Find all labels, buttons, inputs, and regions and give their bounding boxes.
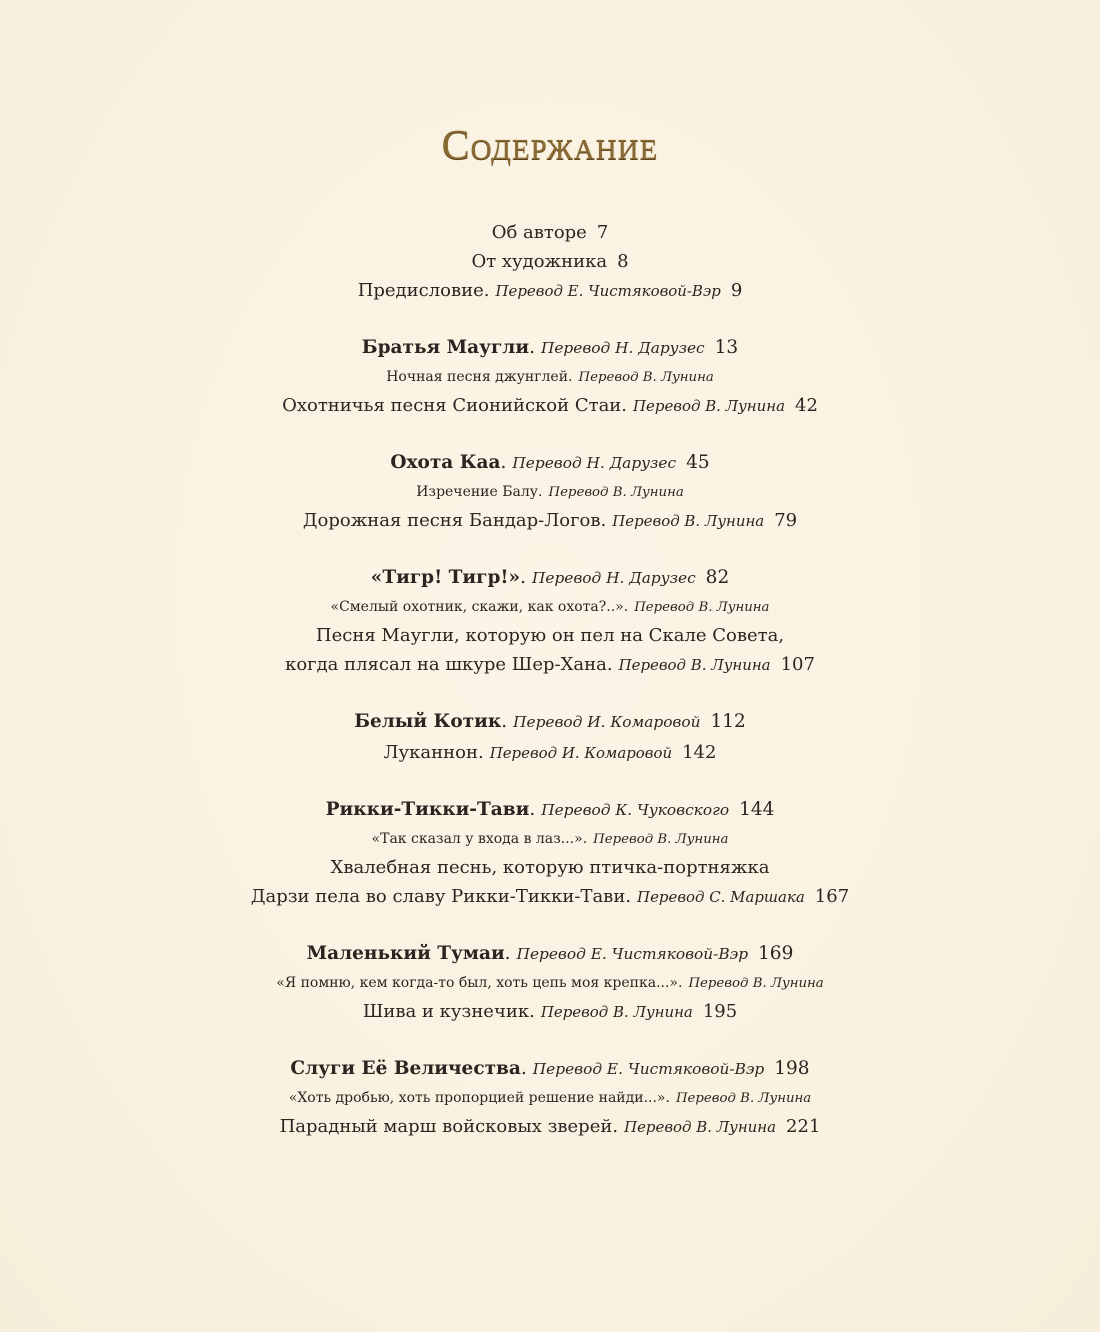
entry-title: Дорожная песня Бандар-Логов. — [302, 510, 607, 531]
song-entry[interactable] — [0, 621, 1100, 650]
song-entry[interactable] — [0, 853, 1100, 882]
chapter-entry[interactable]: Братья Маугли. Перевод Н. Дарузес 13 — [361, 337, 739, 358]
toc-entry[interactable] — [0, 276, 1100, 306]
chapter-group — [0, 706, 1100, 768]
chapters-list — [0, 332, 1100, 1142]
entry-translator: Перевод С. Маршака — [637, 888, 805, 906]
chapter-group — [0, 1053, 1100, 1142]
entry-page-number: 107 — [780, 654, 815, 675]
chapter-page-number: 82 — [705, 567, 730, 588]
poem-entry[interactable] — [0, 479, 1100, 506]
song-entry[interactable] — [0, 391, 1100, 421]
entry-title: Охотничья песня Сионийской Стаи. — [282, 395, 628, 416]
poem-entry[interactable] — [0, 970, 1100, 997]
poem-entry[interactable] — [0, 1085, 1100, 1112]
entry-translator: Перевод В. Лунина — [633, 397, 786, 415]
entry-title: «Смелый охотник, скажи, как охота?..». — [330, 599, 629, 615]
song-entry[interactable] — [0, 882, 1100, 912]
poem-entry[interactable] — [0, 364, 1100, 391]
entry-translator: Перевод В. Лунина — [634, 600, 770, 615]
chapter-translator: Перевод Н. Дарузес — [532, 569, 696, 587]
page-title: Содержание — [441, 123, 659, 169]
chapter-entry[interactable]: Маленький Тумаи. Перевод Е. Чистяковой-Вэр 169 — [306, 943, 794, 964]
entry-translator: Перевод В. Лунина — [618, 656, 771, 674]
entry-page-number: 221 — [786, 1116, 821, 1137]
entry-page-number: 9 — [730, 280, 743, 301]
chapter-group — [0, 938, 1100, 1027]
entry-title: Об авторе — [491, 222, 587, 243]
song-entry[interactable] — [0, 650, 1100, 680]
entry-page-number: 195 — [702, 1001, 738, 1022]
entry-title: «Хоть дробью, хоть пропорцией решение найди...». — [288, 1090, 670, 1106]
poem-entry[interactable] — [0, 826, 1100, 853]
song-entry[interactable] — [0, 738, 1100, 768]
chapter-title: Маленький Тумаи — [306, 943, 505, 964]
intro-section — [0, 218, 1100, 306]
entry-page-number: 142 — [682, 742, 717, 763]
table-of-contents — [0, 218, 1100, 1168]
chapter-entry[interactable]: «Тигр! Тигр!». Перевод Н. Дарузес 82 — [370, 567, 730, 588]
entry-title: когда плясал на шкуре Шер-Хана. — [285, 654, 613, 675]
entry-title: Дарзи пела во славу Рикки-Тикки-Тави. — [250, 886, 632, 907]
entry-title: «Так сказал у входа в лаз...». — [371, 831, 588, 847]
toc-entry[interactable] — [0, 218, 1100, 247]
chapter-page-number: 169 — [758, 943, 794, 964]
entry-title: Луканнон. — [383, 742, 484, 763]
chapter-page-number: 144 — [739, 799, 775, 820]
song-entry[interactable] — [0, 1112, 1100, 1142]
entry-translator: Перевод В. Лунина — [578, 370, 714, 385]
chapter-group — [0, 447, 1100, 536]
entry-translator: Перевод Е. Чистяковой-Вэр — [495, 282, 721, 300]
entry-translator: Перевод В. Лунина — [540, 1003, 693, 1021]
entry-title: «Я помню, кем когда-то был, хоть цепь моя крепка...». — [276, 975, 683, 991]
entry-translator: Перевод В. Лунина — [593, 832, 729, 847]
chapter-title: Рикки-Тикки-Тави — [325, 799, 530, 820]
song-entry[interactable] — [0, 506, 1100, 536]
chapter-entry[interactable]: Белый Котик. Перевод И. Комаровой 112 — [354, 711, 746, 732]
entry-translator: Перевод В. Лунина — [612, 512, 765, 530]
entry-title: От художника — [471, 251, 608, 272]
chapter-translator: Перевод Е. Чистяковой-Вэр — [532, 1060, 765, 1078]
entry-translator: Перевод В. Лунина — [548, 485, 684, 500]
chapter-title: Братья Маугли — [361, 337, 530, 358]
entry-title: Хвалебная песнь, которую птичка-портняжка — [330, 857, 770, 878]
toc-entry[interactable] — [0, 247, 1100, 276]
chapter-translator: Перевод Н. Дарузес — [540, 339, 705, 357]
chapter-translator: Перевод Е. Чистяковой-Вэр — [516, 945, 749, 963]
entry-page-number: 42 — [795, 395, 818, 416]
chapter-title: Слуги Её Величества — [290, 1058, 521, 1079]
entry-translator: Перевод И. Комаровой — [489, 744, 673, 762]
entry-title: Предисловие. — [357, 280, 490, 301]
entry-page-number: 167 — [814, 886, 850, 907]
chapter-page-number: 198 — [774, 1058, 810, 1079]
chapter-entry[interactable]: Слуги Её Величества. Перевод Е. Чистяковой-Вэр 198 — [290, 1058, 810, 1079]
chapter-title: «Тигр! Тигр!» — [370, 567, 521, 588]
entry-title: Шива и кузнечик. — [362, 1001, 535, 1022]
entry-translator: Перевод В. Лунина — [688, 976, 824, 991]
entry-page-number: 79 — [774, 510, 798, 531]
chapter-title: Белый Котик — [354, 711, 502, 732]
entry-translator: Перевод В. Лунина — [675, 1091, 812, 1106]
poem-entry[interactable] — [0, 594, 1100, 621]
chapter-group — [0, 562, 1100, 680]
chapter-entry[interactable]: Охота Каа. Перевод Н. Дарузес 45 — [390, 452, 710, 473]
song-entry[interactable] — [0, 997, 1100, 1027]
chapter-translator: Перевод Н. Дарузес — [512, 454, 677, 472]
entry-title: Парадный марш войсковых зверей. — [279, 1116, 619, 1137]
chapter-page-number: 13 — [714, 337, 739, 358]
entry-title: Изречение Балу. — [416, 484, 543, 500]
entry-page-number: 8 — [617, 251, 629, 272]
chapter-title: Охота Каа — [390, 452, 501, 473]
entry-title: Песня Маугли, которую он пел на Скале Совета, — [315, 625, 785, 646]
chapter-entry[interactable]: Рикки-Тикки-Тави. Перевод К. Чуковского 144 — [325, 799, 775, 820]
chapter-page-number: 112 — [710, 711, 746, 732]
entry-translator: Перевод В. Лунина — [624, 1118, 777, 1136]
entry-title: Ночная песня джунглей. — [386, 369, 573, 385]
chapter-group — [0, 332, 1100, 421]
entry-page-number: 7 — [596, 222, 609, 243]
chapter-page-number: 45 — [686, 452, 710, 473]
chapter-group — [0, 794, 1100, 912]
chapter-translator: Перевод К. Чуковского — [541, 801, 730, 819]
chapter-translator: Перевод И. Комаровой — [513, 713, 701, 731]
